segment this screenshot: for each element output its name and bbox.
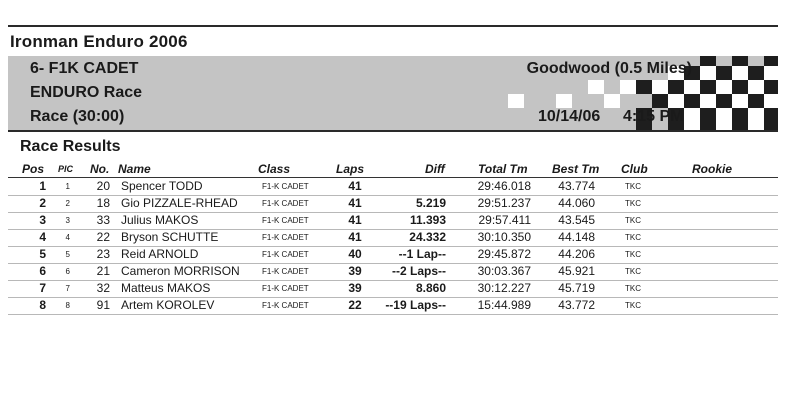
col-diff: Diff xyxy=(425,162,445,176)
row-driver-name: Julius MAKOS xyxy=(121,213,199,227)
col-name: Name xyxy=(118,162,151,176)
col-total-time: Total Tm xyxy=(478,162,528,176)
table-row xyxy=(0,195,800,212)
row-pic: 5 xyxy=(65,250,70,259)
row-total-time: 29:46.018 xyxy=(477,179,531,193)
row-car-number: 33 xyxy=(96,213,110,227)
row-total-time: 30:03.367 xyxy=(477,264,531,278)
row-club: TKC xyxy=(625,233,641,242)
row-best-time: 45.921 xyxy=(558,264,595,278)
row-pic: 3 xyxy=(65,216,70,225)
row-pic: 6 xyxy=(65,267,70,276)
row-class: F1-K CADET xyxy=(262,301,309,310)
col-best-time: Best Tm xyxy=(552,162,600,176)
row-driver-name: Bryson SCHUTTE xyxy=(121,230,219,244)
table-row xyxy=(0,212,800,229)
row-class: F1-K CADET xyxy=(262,182,309,191)
row-driver-name: Gio PIZZALE-RHEAD xyxy=(121,196,238,210)
row-pic: 2 xyxy=(65,199,70,208)
row-pos: 4 xyxy=(39,230,46,244)
row-best-time: 44.206 xyxy=(558,247,595,261)
row-diff: 8.860 xyxy=(415,281,446,295)
row-driver-name: Artem KOROLEV xyxy=(121,298,215,312)
row-diff: 11.393 xyxy=(409,213,446,227)
row-pic: 7 xyxy=(65,284,70,293)
row-total-time: 29:57.411 xyxy=(478,213,531,227)
race-class-label: 6- F1K CADET xyxy=(30,60,139,77)
row-laps: 40 xyxy=(348,247,362,261)
row-pos: 6 xyxy=(39,264,46,278)
row-pos: 3 xyxy=(39,213,46,227)
row-club: TKC xyxy=(625,267,641,276)
row-car-number: 23 xyxy=(96,247,110,261)
table-row xyxy=(0,280,800,297)
table-row xyxy=(0,178,800,195)
row-driver-name: Reid ARNOLD xyxy=(121,247,199,261)
row-diff: --2 Laps-- xyxy=(392,264,446,278)
row-car-number: 20 xyxy=(96,179,110,193)
row-car-number: 21 xyxy=(96,264,110,278)
row-laps: 39 xyxy=(348,264,362,278)
row-driver-name: Spencer TODD xyxy=(121,179,203,193)
row-car-number: 32 xyxy=(96,281,110,295)
row-laps: 41 xyxy=(348,230,362,244)
section-title: Race Results xyxy=(20,138,121,155)
col-rookie: Rookie xyxy=(692,162,733,176)
row-best-time: 43.545 xyxy=(558,213,595,227)
row-total-time: 30:10.350 xyxy=(477,230,531,244)
row-diff: --1 Lap-- xyxy=(398,247,446,261)
row-laps: 39 xyxy=(348,281,362,295)
row-pos: 2 xyxy=(39,196,46,210)
row-laps: 41 xyxy=(348,179,362,193)
row-pos: 8 xyxy=(39,298,46,312)
table-row xyxy=(0,229,800,246)
top-rule xyxy=(8,25,778,27)
row-class: F1-K CADET xyxy=(262,233,309,242)
row-laps: 41 xyxy=(348,196,362,210)
row-total-time: 30:12.227 xyxy=(477,281,531,295)
col-laps: Laps xyxy=(336,162,365,176)
row-class: F1-K CADET xyxy=(262,216,309,225)
row-best-time: 43.772 xyxy=(558,298,595,312)
row-laps: 22 xyxy=(348,298,362,312)
row-club: TKC xyxy=(625,216,641,225)
row-driver-name: Matteus MAKOS xyxy=(121,281,211,295)
row-car-number: 22 xyxy=(96,230,110,244)
row-club: TKC xyxy=(625,199,641,208)
col-pos: Pos xyxy=(22,162,45,176)
row-separator xyxy=(8,314,778,315)
row-pos: 1 xyxy=(39,179,46,193)
track-label: Goodwood (0.5 Miles) xyxy=(526,60,692,77)
row-total-time: 29:45.872 xyxy=(477,247,531,261)
row-club: TKC xyxy=(625,250,641,259)
race-time: 4:15 PM xyxy=(623,108,684,125)
row-diff: 5.219 xyxy=(415,196,446,210)
col-no: No. xyxy=(90,162,110,176)
col-pic: PIC xyxy=(58,164,74,174)
row-class: F1-K CADET xyxy=(262,199,309,208)
table-row xyxy=(0,297,800,314)
row-club: TKC xyxy=(625,301,641,310)
race-type-label: ENDURO Race xyxy=(30,84,143,101)
race-header-band xyxy=(8,56,778,130)
row-club: TKC xyxy=(625,182,641,191)
row-best-time: 44.060 xyxy=(558,196,595,210)
row-total-time: 29:51.237 xyxy=(477,196,531,210)
row-driver-name: Cameron MORRISON xyxy=(121,264,240,278)
table-row xyxy=(0,246,800,263)
row-car-number: 91 xyxy=(96,298,110,312)
row-pos: 5 xyxy=(39,247,46,261)
row-pic: 4 xyxy=(65,233,70,242)
row-class: F1-K CADET xyxy=(262,284,309,293)
row-diff: 24.332 xyxy=(409,230,446,244)
row-car-number: 18 xyxy=(96,196,110,210)
col-class: Class xyxy=(258,162,291,176)
row-laps: 41 xyxy=(348,213,362,227)
table-row xyxy=(0,263,800,280)
row-pic: 1 xyxy=(65,182,70,191)
header-bottom-rule xyxy=(8,130,778,132)
row-best-time: 45.719 xyxy=(558,281,595,295)
race-date: 10/14/06 xyxy=(538,108,601,125)
row-total-time: 15:44.989 xyxy=(477,298,531,312)
row-best-time: 43.774 xyxy=(558,179,595,193)
row-class: F1-K CADET xyxy=(262,267,309,276)
row-best-time: 44.148 xyxy=(558,230,595,244)
row-club: TKC xyxy=(625,284,641,293)
row-diff: --19 Laps-- xyxy=(385,298,446,312)
row-pic: 8 xyxy=(65,301,70,310)
col-club: Club xyxy=(621,162,648,176)
row-pos: 7 xyxy=(39,281,46,295)
row-class: F1-K CADET xyxy=(262,250,309,259)
race-duration-label: Race (30:00) xyxy=(30,108,125,125)
event-title: Ironman Enduro 2006 xyxy=(10,32,188,51)
